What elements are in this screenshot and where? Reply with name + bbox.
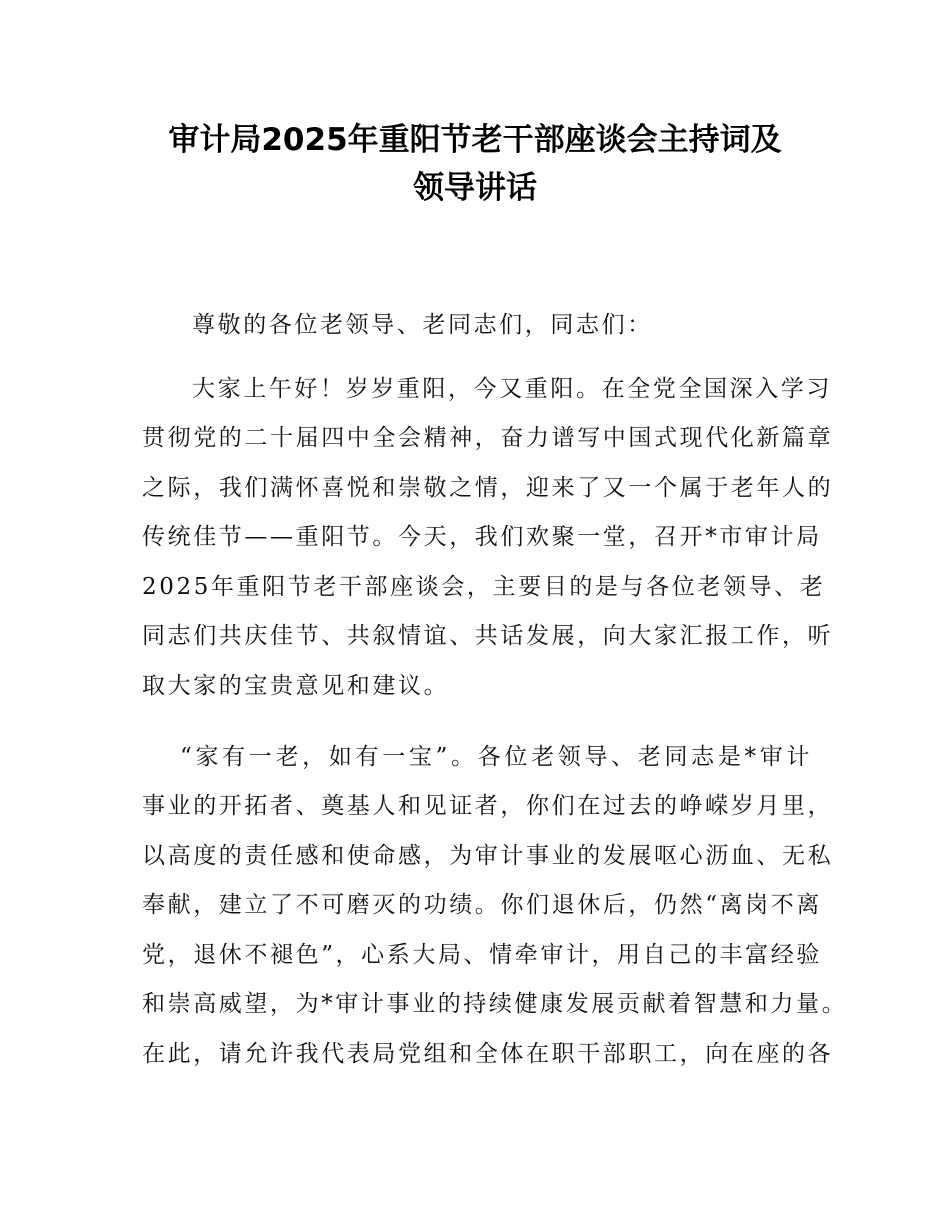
paragraph-line: 以高度的责任感和使命感，为审计事业的发展呕心沥血、无私 bbox=[142, 843, 834, 869]
paragraph-line: 2025年重阳节老干部座谈会，主要目的是与各位老领导、老 bbox=[142, 574, 826, 600]
document-title-line-1: 审计局2025年重阳节老干部座谈会主持词及 bbox=[168, 122, 782, 158]
paragraph-line: 党，退休不褪色”，心系大局、情牵审计，用自己的丰富经验 bbox=[142, 942, 822, 968]
paragraph-line: 奉献，建立了不可磨灭的功绩。你们退休后，仍然“离岗不离 bbox=[142, 892, 822, 918]
paragraph-line: 贯彻党的二十届四中全会精神，奋力谱写中国式现代化新篇章 bbox=[142, 425, 834, 451]
paragraph-line: 在此，请允许我代表局党组和全体在职干部职工，向在座的各 bbox=[142, 1041, 834, 1067]
paragraph-line: 取大家的宝贵意见和建议。 bbox=[142, 673, 450, 699]
paragraph-line: 传统佳节——重阳节。今天，我们欢聚一堂，召开*市审计局 bbox=[142, 524, 822, 550]
paragraph-line: “家有一老，如有一宝”。各位老领导、老同志是*审计 bbox=[180, 744, 812, 770]
paragraph-line: 大家上午好！岁岁重阳，今又重阳。在全党全国深入学习 bbox=[192, 376, 832, 402]
paragraph-line: 同志们共庆佳节、共叙情谊、共话发展，向大家汇报工作，听 bbox=[142, 623, 834, 649]
salutation: 尊敬的各位老领导、老同志们，同志们： bbox=[192, 312, 653, 338]
paragraph-line: 和崇高威望，为*审计事业的持续健康发展贡献着智慧和力量。 bbox=[142, 991, 848, 1017]
paragraph-line: 事业的开拓者、奠基人和见证者，你们在过去的峥嵘岁月里， bbox=[142, 793, 834, 819]
document-title-line-2: 领导讲话 bbox=[413, 170, 537, 206]
paragraph-line: 之际，我们满怀喜悦和崇敬之情，迎来了又一个属于老年人的 bbox=[142, 475, 834, 501]
